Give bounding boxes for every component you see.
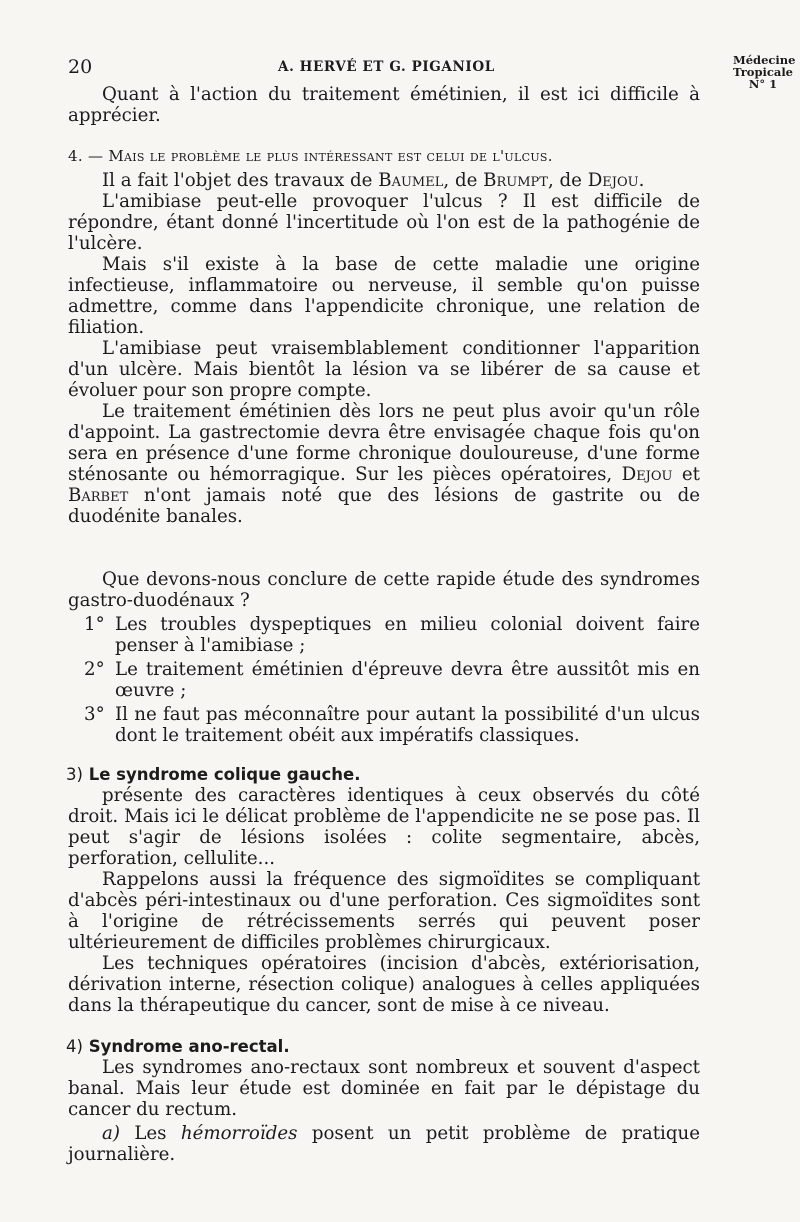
- page-number: 20: [68, 56, 93, 78]
- text-run: Le traitement émétinien dès lors ne peut plus avoir qu'un rôle d'appoint. La gastrectomie devra être envisagée chaque fois qu'on sera en présence d'une forme chronique douloureuse, d'une forme sténosante ou hémorragique. Sur les pièces opératoires,: [68, 401, 700, 485]
- text-run: n'ont jamais noté que des lésions de gastrite ou de duodénite banales.: [68, 485, 700, 527]
- section-4b-title: Syndrome ano-rectal.: [88, 1037, 290, 1056]
- journal-line-2: Tropicale: [733, 65, 793, 79]
- running-title: A. HERVÉ ET G. PIGANIOL: [278, 59, 495, 75]
- conclusion-text: Le traitement émétinien d'épreuve devra être aussitôt mis en œuvre ;: [115, 659, 700, 701]
- section-3-title: Le syndrome colique gauche.: [88, 765, 361, 784]
- paragraph-treatment-evaluation: Quant à l'action du traitement émétinien, il est ici difficile à apprécier.: [68, 84, 700, 126]
- conclusion-item: [68, 659, 700, 701]
- author-name: Dejou: [587, 170, 639, 191]
- conclusion-list: [68, 614, 700, 746]
- paragraph-ulcer-condition: L'amibiase peut vraisemblablement conditionner l'apparition d'un ulcère. Mais bientôt la lésion va se libérer de sa cause et évoluer pour son propre compte.: [68, 338, 700, 401]
- term-hemorrhoids: hémorroïdes: [180, 1123, 298, 1144]
- spacer: [68, 527, 700, 569]
- author-name: Baumel: [378, 170, 444, 191]
- text-run: et: [672, 464, 700, 485]
- text-run: , de: [547, 170, 588, 191]
- paragraph-anorectal: Les syndromes ano-rectaux sont nombreux et souvent d'aspect banal. Mais leur étude est dominée en fait par le dépistage du cancer du rectum.: [68, 1057, 700, 1120]
- paragraph-gastrectomy: [68, 401, 700, 527]
- paragraph-origin: Mais s'il existe à la base de cette maladie une origine infectieuse, inflammatoire ou nerveuse, il semble qu'on puisse admettre, comme dans l'appendicite chronique, une relation de filiation.: [68, 254, 700, 338]
- paragraph-authors: [68, 170, 700, 191]
- conclusion-text: Il ne faut pas méconnaître pour autant la possibilité d'un ulcus dont le traitement obéit aux impératifs classiques.: [115, 704, 700, 746]
- paragraph-operative-techniques: Les techniques opératoires (incision d'abcès, extériorisation, dérivation interne, résection colique) analogues à celles appliquées dans la thérapeutique du cancer, sont de mise à ce niveau.: [68, 953, 700, 1016]
- paragraph-left-colic: présente des caractères identiques à ceux observés du côté droit. Mais ici le délicat problème de l'appendicite ne se pose pas. Il peut s'agir de lésions isolées : colite segmentaire, abcès, perforation, cellulite...: [68, 785, 700, 869]
- section-4-number: 4. —: [68, 147, 109, 165]
- journal-label: [733, 53, 796, 91]
- author-name: Dejou: [621, 464, 673, 485]
- section-3-heading: [66, 764, 700, 785]
- text-run: Il a fait l'objet des travaux de: [102, 170, 379, 191]
- conclusion-item: [68, 704, 700, 746]
- text-run: .: [638, 170, 645, 191]
- document-page: [66, 53, 796, 1165]
- section-4-title: Mais le problème le plus intéressant est celui de l'ulcus.: [108, 147, 553, 165]
- journal-line-1: Médecine: [733, 53, 796, 67]
- journal-line-3: N° 1: [748, 77, 778, 91]
- conclusion-item: [68, 614, 700, 656]
- conclusion-number: 3°: [84, 704, 105, 725]
- paragraph-amibiase-question: L'amibiase peut-elle provoquer l'ulcus ? Il est difficile de répondre, étant donné l'incertitude où l'on est de la pathogénie de l'ulcère.: [68, 191, 700, 254]
- text-run: posent un petit problème de pratique journalière.: [68, 1123, 700, 1165]
- section-4-heading: [68, 146, 700, 167]
- section-3-number: 3): [66, 765, 83, 784]
- conclusion-number: 2°: [84, 659, 105, 680]
- author-name: Barbet: [68, 485, 129, 506]
- item-label: a): [102, 1123, 120, 1144]
- conclusion-number: 1°: [84, 614, 105, 635]
- author-name: Brumpt: [483, 170, 548, 191]
- text-run: Les: [119, 1123, 181, 1144]
- paragraph-conclusion-question: Que devons-nous conclure de cette rapide étude des syndromes gastro-duodénaux ?: [68, 569, 700, 611]
- text-run: , de: [443, 170, 484, 191]
- paragraph-sigmoiditis: Rappelons aussi la fréquence des sigmoïdites se compliquant d'abcès péri-intestinaux ou d'une perforation. Ces sigmoïdites sont à l'origine de rétrécissements serrés qui peuvent poser ultérieurement de difficiles problèmes chirurgicaux.: [68, 869, 700, 953]
- section-4b-number: 4): [66, 1037, 83, 1056]
- conclusion-text: Les troubles dyspeptiques en milieu colonial doivent faire penser à l'amibiase ;: [115, 614, 700, 656]
- page-header: [68, 53, 796, 91]
- paragraph-hemorrhoids: [68, 1123, 700, 1165]
- section-4b-heading: [66, 1036, 700, 1057]
